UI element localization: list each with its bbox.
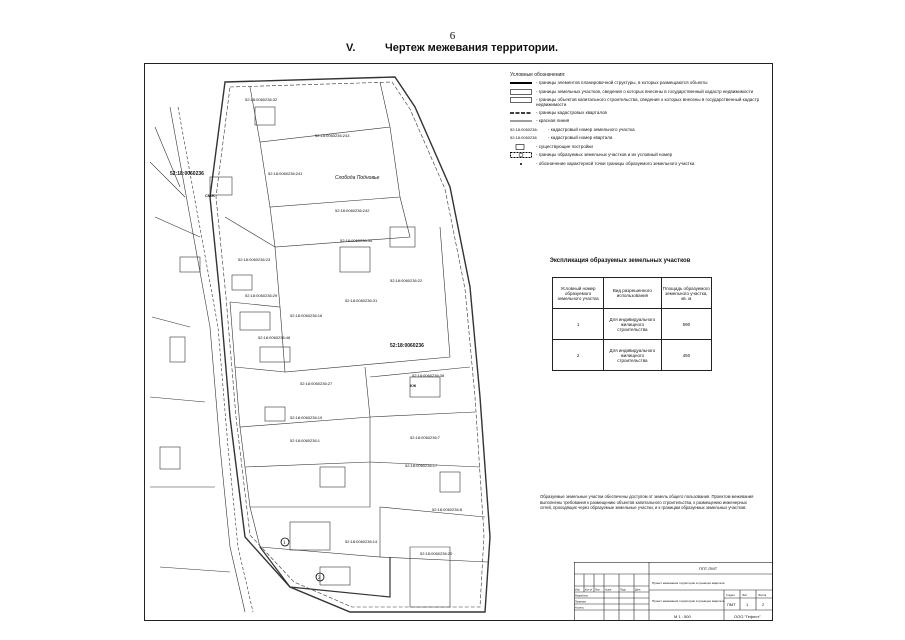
table-cell: 450 — [661, 340, 711, 371]
parcel-label: 52:18:0060236:38 — [412, 373, 445, 378]
section-title: Чертеж межевания территории. — [385, 42, 559, 54]
smzh-label: СМЖ — [205, 193, 215, 198]
stamp-col-label: Дата — [635, 588, 641, 592]
quarter-symbol-icon — [510, 110, 532, 116]
title-block — [574, 562, 773, 621]
stamp-sheet: 1 — [746, 602, 749, 607]
stamp-code: ППТ-ПМТ — [699, 566, 718, 571]
parcel-label: 52:18:0060236:34 — [340, 238, 373, 243]
parcel-label: 52:18:0060236:17 — [405, 463, 438, 468]
table-row — [553, 340, 712, 371]
stamp-role: Н.контр. — [575, 606, 585, 610]
parcel-2-marker: 2 — [318, 576, 321, 581]
code-label: 52:18:0060236: — [510, 126, 538, 132]
stamp-description: Проект межевания территории в границах квартала — [652, 581, 725, 585]
point-symbol-icon — [510, 161, 532, 167]
parcel-label: 52:18:0060236:242 — [335, 208, 370, 213]
parcel-label: 52:18:0060236:31 — [345, 298, 378, 303]
cadastral-plan — [150, 67, 495, 617]
note-text: Образуемые земельные участки обеспечены доступом от земель общего пользования. Проектом межевания выполнены требования к размещению объектов капитального строительства, к размещению инженерных сетей, проходящих через образуемые земельные участки, и к границам образуемых земельных участков. — [540, 494, 754, 511]
legend-item: - границы образуемых земельных участков и их условный номер — [510, 152, 770, 158]
stamp-col-label: Кол.уч — [585, 588, 593, 592]
parcel-label: 52:18:0060236:20 — [420, 551, 453, 556]
stamp-col-label: Подп. — [620, 588, 627, 592]
explication-table — [552, 277, 712, 371]
kzh-label: КЖ — [410, 383, 417, 388]
legend-item: - красная линия — [510, 118, 770, 124]
table-cell: 2 — [553, 340, 604, 371]
stamp-organization: ООО "Гефест" — [734, 614, 761, 619]
parcel-label: 52:18:0060236:27 — [300, 381, 333, 386]
table-cell: 590 — [661, 309, 711, 340]
stamp-role: Проверил — [575, 600, 587, 604]
parcel-label: 52:18:0060236:243 — [315, 133, 350, 138]
parcel-label: 52:18:0060236:48 — [258, 335, 291, 340]
table-header-row — [553, 278, 712, 309]
legend-item: - существующие постройки — [510, 144, 770, 150]
parcel-label: 52:18:0060236:16 — [290, 313, 323, 318]
stamp-stage-label: Стадия — [726, 594, 735, 597]
parcel-label: 52:18:0060236:7 — [410, 435, 441, 440]
legend — [510, 72, 770, 169]
column-header: Вид разрешенного использования — [604, 278, 662, 309]
table-cell: 1 — [553, 309, 604, 340]
legend-item: 52:18:0060236: - кадастровый номер земельного участка — [510, 126, 635, 132]
parcel-label: 52:18:0060236:32 — [245, 97, 278, 102]
column-header: Площадь образуемого земельного участка, кв. м — [661, 278, 711, 309]
code-label: 52:18:0060236 — [510, 135, 537, 140]
page-number: 6 — [449, 30, 456, 42]
parcel-label: 52:18:0060236:1 — [290, 438, 321, 443]
legend-item: - границы земельных участков, сведения о которых внесены в государственный кадастр недвижимости — [510, 89, 770, 95]
parcel-label: 52:18:0060236:19 — [290, 415, 323, 420]
table-cell: Для индивидуального жилищного строительства — [604, 340, 662, 371]
legend-item: 52:18:0060236 - кадастровый номер квартала — [510, 135, 613, 140]
parcel-label: 52:18:0060236:14 — [345, 539, 378, 544]
parcel-label: 52:18:0060236:8 — [432, 507, 463, 512]
stamp-col-label: №док — [605, 588, 612, 592]
legend-item: - обозначение характерной точки границы образуемого земельного участка — [510, 161, 770, 167]
column-header: Условный номер образуемого земельного участка — [553, 278, 604, 309]
street-label: Слобода Подновье — [335, 175, 380, 181]
parcel-label: 52:18:0060236:29 — [245, 293, 278, 298]
stamp-col-label: Лист — [595, 588, 601, 592]
table-cell: Для индивидуального жилищного строительства — [604, 309, 662, 340]
explication-title: Экспликация образуемых земельных участков — [549, 258, 691, 264]
legend-title: Условные обозначения: — [510, 72, 566, 78]
stamp-scale: М 1 : 500 — [674, 614, 691, 619]
stamp-sheets-label: Листов — [758, 594, 767, 597]
quarter-label-left: 52:18:0060236 — [170, 171, 204, 177]
legend-item: - границы кадастровых кварталов — [510, 110, 770, 116]
parcel-1-marker: 1 — [283, 541, 286, 546]
boundary-symbol-icon — [510, 80, 532, 86]
stamp-sheets: 2 — [762, 602, 765, 607]
red-line-symbol-icon — [510, 118, 532, 124]
section-numeral: V. — [346, 42, 356, 54]
parcel-label: 52:18:0060236:23 — [238, 257, 271, 262]
parcel-label: 52:18:0060236:22 — [390, 278, 423, 283]
stamp-description-2: Проект межевания территории в границах квартала — [652, 599, 725, 603]
parcel-label: 52:18:0060236:241 — [268, 171, 303, 176]
stamp-sheet-label: Лист — [742, 594, 748, 597]
legend-item: - границы объектов капитального строительства, сведения о которых внесены в государственный кадастр недвижимости — [510, 97, 770, 107]
stamp-stage: ПМТ — [727, 602, 736, 607]
existing-building-icon — [510, 144, 532, 150]
stamp-role: Разработал — [575, 594, 589, 598]
table-row — [553, 309, 712, 340]
stamp-col-label: Изм. — [575, 588, 581, 592]
legend-item: - границы элементов планировочной структуры, в которых размещаются объекты — [510, 80, 770, 86]
new-parcel-symbol-icon — [510, 152, 532, 158]
parcel-symbol-icon — [510, 89, 532, 95]
quarter-label: 52:18:0060236 — [390, 343, 424, 349]
building-symbol-icon — [510, 97, 532, 103]
